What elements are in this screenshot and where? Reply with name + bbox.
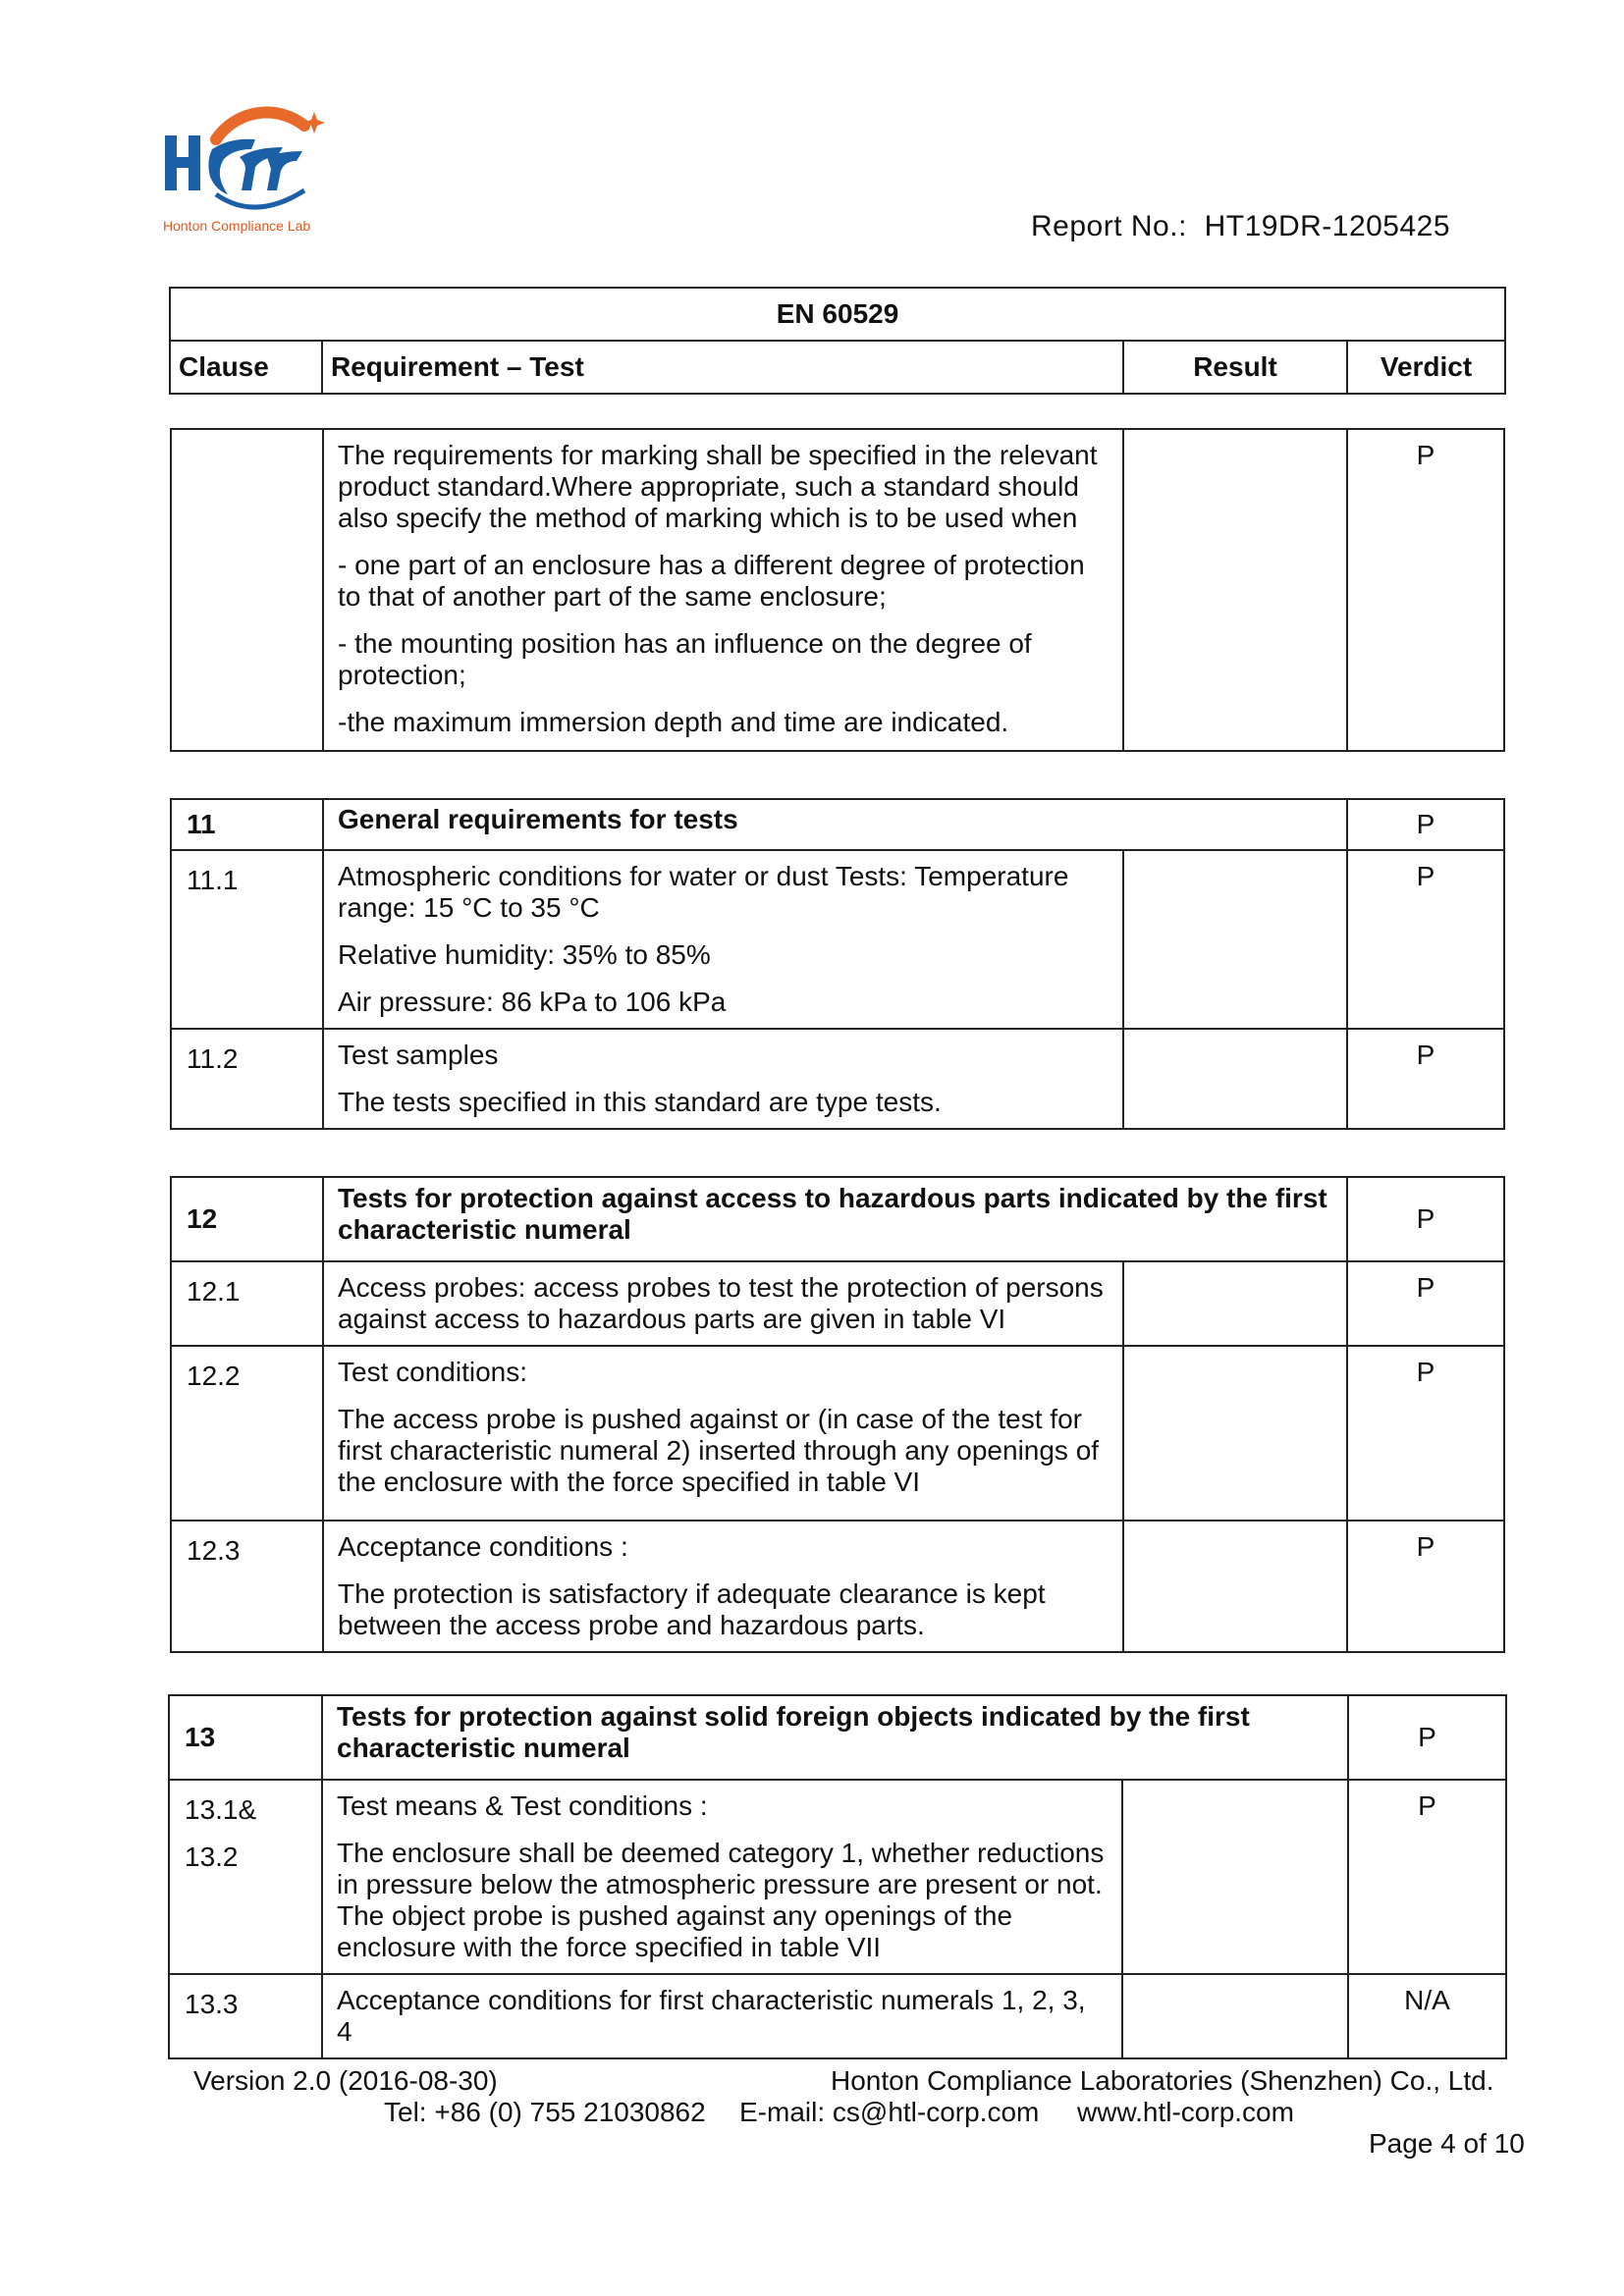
verdict-cell: P xyxy=(1347,850,1504,1029)
verdict-cell: P xyxy=(1347,1029,1504,1129)
report-value: HT19DR-1205425 xyxy=(1204,210,1451,242)
clause-line: 13.2 xyxy=(185,1842,239,1872)
clause-cell: 11.2 xyxy=(171,1029,323,1129)
logo-caption: Honton Compliance Lab xyxy=(163,218,311,234)
section-title: General requirements for tests xyxy=(323,799,1347,850)
htl-logo xyxy=(157,96,334,234)
result-cell xyxy=(1122,1974,1348,2058)
result-cell xyxy=(1123,1261,1347,1346)
requirement-cell xyxy=(323,429,1123,751)
clause-cell: 13.3 xyxy=(169,1974,322,2058)
requirement-text: Acceptance conditions for first characteristic numerals 1, 2, 3, 4 xyxy=(337,1985,1086,2047)
verdict-cell: P xyxy=(1347,1521,1504,1652)
footer-tel: Tel: +86 (0) 755 21030862 xyxy=(384,2097,706,2127)
requirement-text: Acceptance conditions : xyxy=(338,1531,628,1562)
verdict-cell: P xyxy=(1348,1780,1506,1974)
section-12-table xyxy=(170,1176,1505,1653)
section-clause: 13 xyxy=(169,1695,322,1780)
section-title: Tests for protection against solid foreign objects indicated by the first characteristic numeral xyxy=(322,1695,1348,1780)
footer-company: Honton Compliance Laboratories (Shenzhen) Co., Ltd. xyxy=(831,2065,1494,2096)
clause-cell: 12.2 xyxy=(171,1346,323,1521)
standard-header-table xyxy=(169,287,1506,395)
verdict-cell: P xyxy=(1347,799,1504,850)
requirement-cell xyxy=(323,850,1123,1029)
footer-email: E-mail: cs@htl-corp.com xyxy=(739,2097,1040,2127)
requirement-text: The protection is satisfactory if adequate clearance is kept between the access probe and hazardous parts. xyxy=(338,1578,1046,1640)
requirement-text: - one part of an enclosure has a different degree of protection to that of another part of the same enclosure; xyxy=(338,550,1085,612)
requirement-text: Test conditions: xyxy=(338,1357,527,1387)
result-cell xyxy=(1123,850,1347,1029)
col-clause-header: Clause xyxy=(170,341,322,394)
result-cell xyxy=(1122,1780,1348,1974)
requirement-text: Test samples xyxy=(338,1040,499,1070)
requirement-text: Air pressure: 86 kPa to 106 kPa xyxy=(338,987,727,1017)
requirement-cell xyxy=(322,1780,1122,1974)
verdict-cell: P xyxy=(1348,1695,1506,1780)
section-11-table xyxy=(170,798,1505,1130)
col-result-header: Result xyxy=(1123,341,1347,394)
clause-cell: 12.3 xyxy=(171,1521,323,1652)
requirement-cell xyxy=(323,1521,1123,1652)
clause-cell: 11.1 xyxy=(171,850,323,1029)
result-cell xyxy=(1123,1029,1347,1129)
requirement-text: Atmospheric conditions for water or dust Tests: Temperature range: 15 °C to 35 °C xyxy=(338,861,1069,923)
col-requirement-header: Requirement – Test xyxy=(322,341,1123,394)
section-title: Tests for protection against access to hazardous parts indicated by the first characteristic numeral xyxy=(323,1177,1347,1261)
requirement-cell xyxy=(323,1029,1123,1129)
requirement-cell xyxy=(322,1974,1122,2058)
verdict-cell: P xyxy=(1347,1177,1504,1261)
requirement-text: The requirements for marking shall be specified in the relevant product standard.Where appropriate, such a standard should also specify the method of marking which is to be used when xyxy=(338,440,1098,533)
requirement-text: The enclosure shall be deemed category 1, whether reductions in pressure below the atmospheric pressure are present or not. The object probe is pushed against any openings of the enclosure with the force specified in table VII xyxy=(337,1838,1105,1962)
verdict-cell: P xyxy=(1347,1346,1504,1521)
result-cell xyxy=(1123,1521,1347,1652)
requirement-text: Access probes: access probes to test the protection of persons against access to hazardous parts are given in table VI xyxy=(338,1272,1104,1334)
clause-cell xyxy=(169,1780,322,1974)
verdict-cell: P xyxy=(1347,1261,1504,1346)
result-cell xyxy=(1123,429,1347,751)
section-clause: 11 xyxy=(171,799,323,850)
page-number: Page 4 of 10 xyxy=(1369,2128,1525,2159)
marking-table xyxy=(170,428,1505,752)
requirement-text: - the mounting position has an influence on the degree of protection; xyxy=(338,628,1032,690)
requirement-text: Test means & Test conditions : xyxy=(337,1790,708,1821)
col-verdict-header: Verdict xyxy=(1347,341,1505,394)
footer-version: Version 2.0 (2016-08-30) xyxy=(193,2065,498,2096)
report-label: Report No.: xyxy=(1031,210,1187,242)
section-clause: 12 xyxy=(171,1177,323,1261)
result-cell xyxy=(1123,1346,1347,1521)
requirement-text: Relative humidity: 35% to 85% xyxy=(338,939,711,970)
section-13-table xyxy=(168,1694,1507,2059)
standard-title: EN 60529 xyxy=(170,288,1505,341)
report-number xyxy=(1031,210,1450,243)
clause-cell: 12.1 xyxy=(171,1261,323,1346)
verdict-cell: P xyxy=(1347,429,1504,751)
clause-cell xyxy=(171,429,323,751)
requirement-text: -the maximum immersion depth and time are indicated. xyxy=(338,707,1009,737)
verdict-cell: N/A xyxy=(1348,1974,1506,2058)
requirement-cell xyxy=(323,1261,1123,1346)
requirement-cell xyxy=(323,1346,1123,1521)
requirement-text: The tests specified in this standard are type tests. xyxy=(338,1087,942,1117)
clause-line: 13.1& xyxy=(185,1794,257,1825)
footer-website: www.htl-corp.com xyxy=(1077,2097,1294,2127)
requirement-text: The access probe is pushed against or (in case of the test for first characteristic numeral 2) inserted through any openings of the enclosure with the force specified in table VI xyxy=(338,1404,1100,1497)
